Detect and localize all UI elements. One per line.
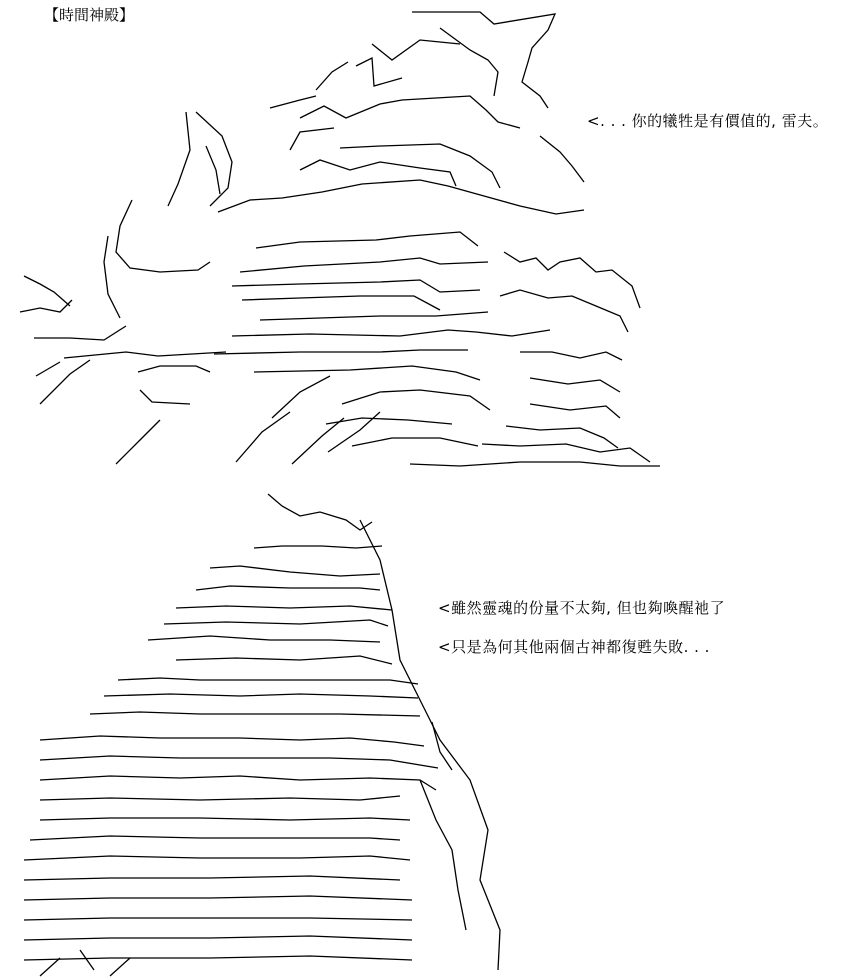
scene-title: 【時間神殿】 (44, 6, 135, 24)
dialogue-line-3: <只是為何其他兩個古神都復甦失敗. . . (438, 638, 710, 656)
lower-figure-art (24, 494, 500, 976)
upper-figure-art (20, 12, 660, 466)
dialogue-line-2: <雖然靈魂的份量不太夠, 但也夠喚醒祂了 (438, 599, 726, 617)
dialogue-line-1: <. . . 你的犧牲是有價值的, 雷夫。 (587, 112, 829, 130)
